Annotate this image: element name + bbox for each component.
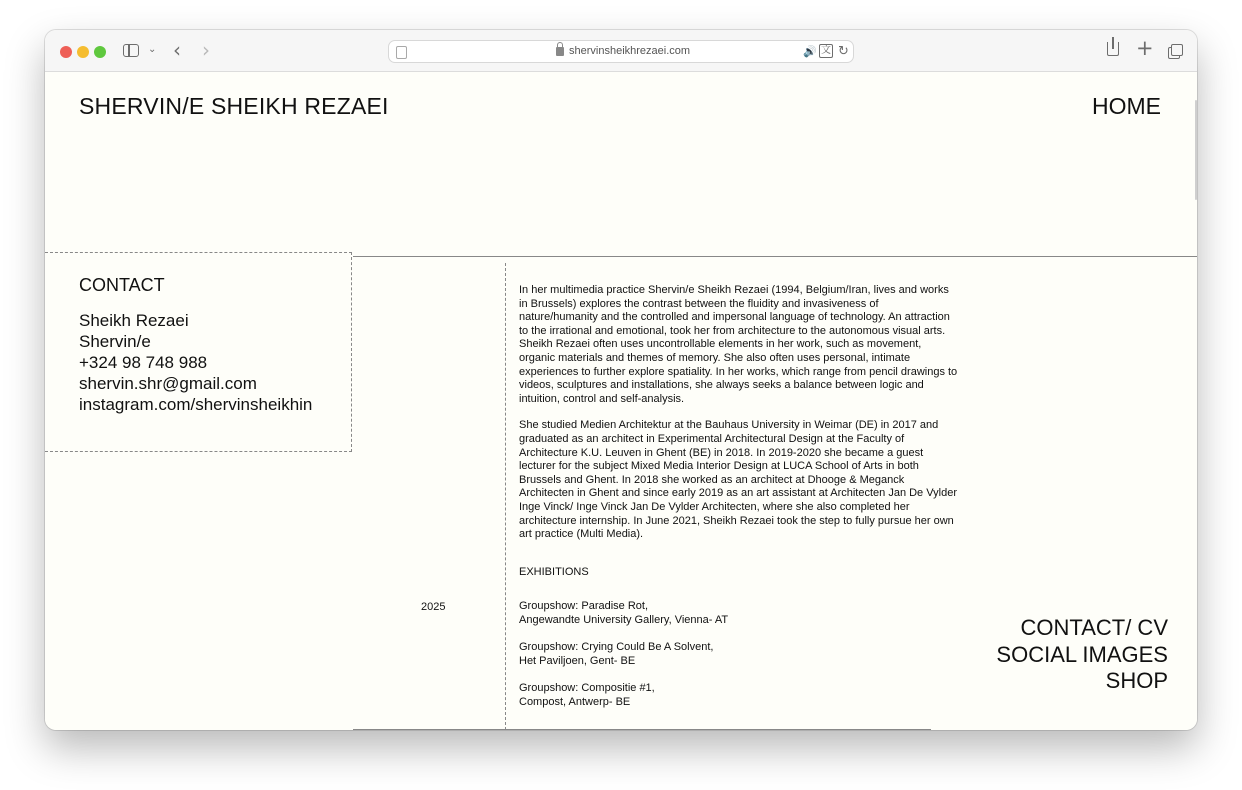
speaker-icon[interactable]: 🔊	[803, 45, 817, 58]
nav-shop[interactable]: SHOP	[1105, 668, 1168, 693]
browser-window	[45, 30, 1197, 730]
minimize-window-button[interactable]	[77, 46, 89, 58]
chevron-down-icon[interactable]: ⌄	[148, 44, 157, 55]
lock-icon	[556, 47, 564, 56]
exhibition-place: Compost, Antwerp- BE	[519, 695, 631, 708]
exhibition-year: 2025	[421, 601, 446, 613]
exhibition-item	[519, 641, 713, 668]
zoom-window-button[interactable]	[94, 46, 106, 58]
contact-box	[45, 252, 352, 452]
tabs-overview-icon[interactable]	[1168, 44, 1182, 58]
contact-first-name: Shervin/e	[79, 332, 151, 351]
home-link[interactable]: HOME	[1092, 93, 1161, 119]
footer-nav	[996, 615, 1168, 695]
translate-icon[interactable]: 文	[821, 45, 831, 56]
column-divider	[505, 263, 506, 730]
new-tab-icon[interactable]: +	[1136, 36, 1154, 60]
share-icon[interactable]	[1107, 42, 1119, 56]
forward-icon[interactable]: ›	[202, 38, 210, 62]
exhibitions-heading: EXHIBITIONS	[519, 566, 589, 578]
reload-icon[interactable]: ↻	[838, 44, 849, 59]
exhibition-title: Groupshow: Compositie #1,	[519, 682, 655, 694]
contact-email[interactable]: shervin.shr@gmail.com	[79, 374, 257, 393]
bio-paragraph-1: In her multimedia practice Shervin/e Sheikh Rezaei (1994, Belgium/Iran, lives and works in Brussels) explores the contrast between the fluidity and invasiveness of nature/humanity and the controlled and impersonal language of technology. An attraction to the irrational and emotional, took her from architecture to the autonomous visual arts. Sheikh Rezaei often uses uncontrollable elements in her work, such as movement, organic materials and themes of memory. She also often uses personal, intimate experiences to further explore spatiality. In her works, which range from pencil drawings to videos, sculptures and installations, she always seeks a balance between logic and intuition, control and self-analysis.	[519, 284, 958, 405]
contact-phone[interactable]: +324 98 748 988	[79, 353, 208, 372]
address-bar[interactable]	[388, 40, 854, 63]
exhibition-title: Groupshow: Paradise Rot,	[519, 600, 649, 612]
nav-social-images[interactable]: SOCIAL IMAGES	[996, 641, 1168, 667]
contact-instagram[interactable]: instagram.com/shervinsheikhin	[79, 395, 313, 414]
exhibition-place: Het Paviljoen, Gent- BE	[519, 654, 636, 667]
sidebar-icon[interactable]	[123, 44, 139, 57]
exhibition-place: Angewandte University Gallery, Vienna- AT	[519, 613, 729, 626]
exhibition-item	[519, 600, 728, 627]
contact-details	[79, 310, 312, 415]
browser-toolbar	[45, 30, 1197, 72]
bio-paragraph-2: She studied Medien Architektur at the Bauhaus University in Weimar (DE) in 2017 and graduated as an architect in Experimental Architectural Design at the Faculty of Architecture K.U. Leuven in Ghent (BE) in 2018. In 2019-2020 she became a guest lecturer for the subject Mixed Media Interior Design at LUCA School of Arts in both Brussels and Ghent. In 2018 she worked as an architect at Dhooge & Meganck Architecten in Ghent and since early 2019 as an art assistant at Architecten Jan De Vylder Inge Vinck/ Inge Vinck Jan De Vylder Architecten, where she also completed her architecture internship. In June 2021, Sheikh Rezaei took the step to fully pursue her own art practice (Multi Media).	[519, 419, 958, 541]
scrollbar[interactable]	[1195, 100, 1197, 200]
nav-contact-cv[interactable]: CONTACT/ CV	[1020, 615, 1168, 640]
bottom-divider	[353, 729, 931, 730]
exhibition-title: Groupshow: Crying Could Be A Solvent,	[519, 641, 714, 653]
section-divider	[353, 256, 1197, 257]
contact-surname: Sheikh Rezaei	[79, 311, 189, 330]
reader-icon[interactable]	[396, 46, 407, 59]
back-icon[interactable]: ‹	[173, 38, 181, 62]
contact-heading: CONTACT	[79, 275, 165, 295]
web-page	[45, 73, 1197, 730]
exhibition-item	[519, 682, 655, 709]
biography	[519, 284, 959, 555]
close-window-button[interactable]	[60, 46, 72, 58]
site-title[interactable]: SHERVIN/E SHEIKH REZAEI	[79, 93, 389, 119]
url-text[interactable]: shervinsheikhrezaei.com	[569, 45, 691, 57]
